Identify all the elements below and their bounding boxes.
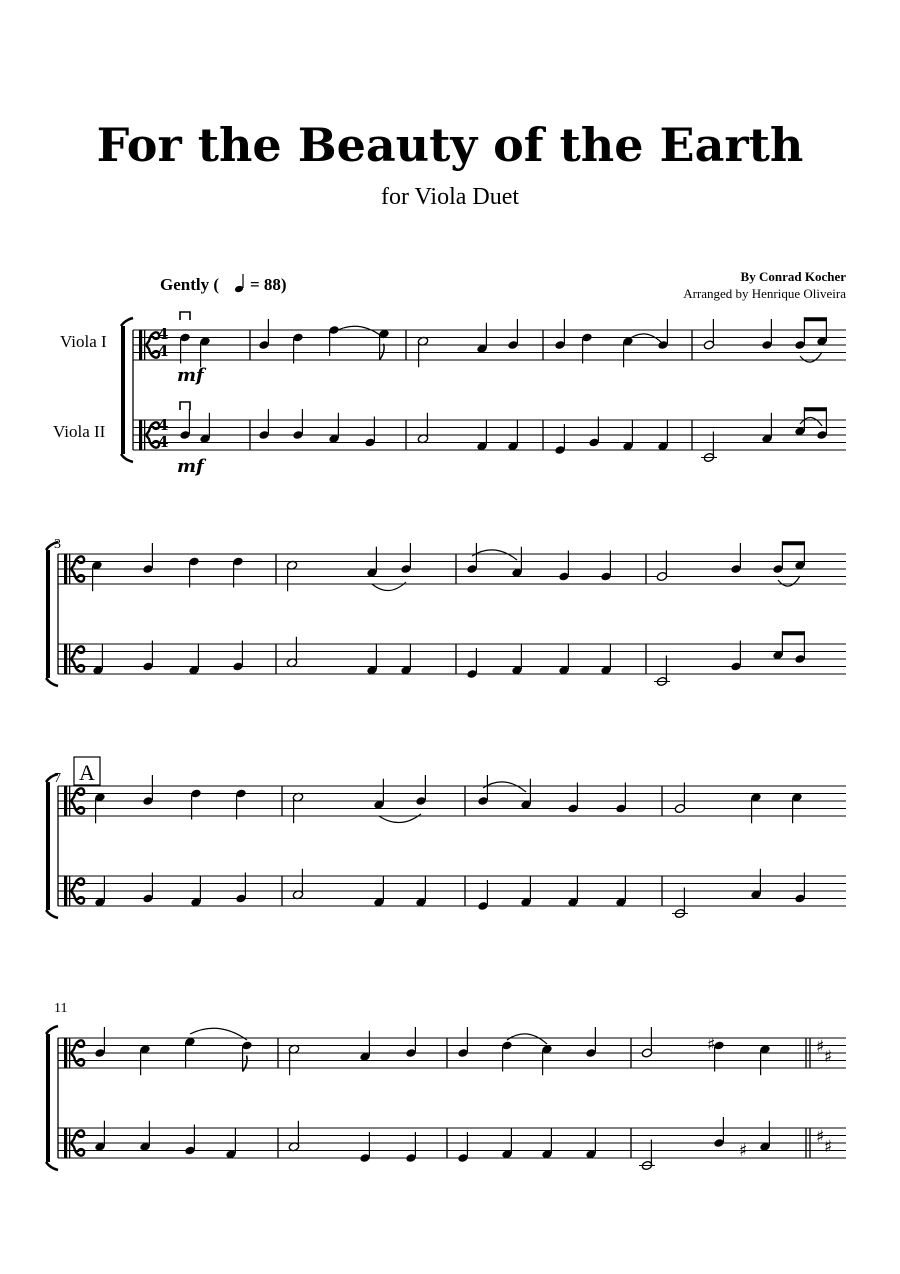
note	[94, 792, 105, 823]
note	[366, 547, 377, 578]
slur	[472, 550, 517, 560]
score-title: For the Beauty of the Earth	[96, 118, 804, 172]
rehearsal-mark-label: A	[79, 760, 95, 785]
note	[701, 432, 717, 463]
note	[258, 409, 269, 440]
note	[615, 876, 626, 907]
note	[373, 779, 384, 810]
note	[466, 648, 477, 679]
slur	[372, 582, 406, 591]
system-bracket	[121, 318, 133, 462]
tempo-bpm: = 88)	[250, 275, 287, 294]
svg-text:♯: ♯	[707, 1035, 716, 1055]
arranger-credit: Arranged by Henrique Oliveira	[683, 286, 846, 301]
note	[750, 792, 761, 823]
note	[94, 1121, 105, 1152]
note	[142, 873, 153, 904]
note	[554, 319, 565, 350]
staff-viola-1	[58, 775, 846, 823]
note	[622, 336, 633, 367]
note	[600, 551, 611, 582]
note	[759, 1044, 770, 1075]
score-subtitle: for Viola Duet	[380, 184, 520, 210]
rehearsal-mark-a	[74, 757, 100, 785]
note	[199, 336, 210, 367]
note	[359, 1031, 370, 1062]
note	[703, 319, 714, 350]
note	[328, 413, 339, 444]
note	[179, 409, 190, 440]
note	[654, 656, 670, 687]
note	[292, 792, 303, 823]
tempo-marking	[160, 274, 287, 294]
note	[541, 1044, 552, 1075]
staff-viola-1	[58, 1027, 846, 1075]
note	[417, 413, 428, 444]
slur	[800, 417, 822, 426]
staff-viola-2	[133, 407, 846, 462]
note	[286, 560, 297, 591]
note	[554, 424, 565, 455]
note	[417, 336, 428, 367]
staff-viola-1	[58, 541, 846, 591]
note	[759, 1121, 770, 1152]
note	[415, 775, 426, 806]
note	[507, 319, 518, 350]
note	[292, 332, 303, 363]
note	[359, 1132, 370, 1163]
note	[520, 779, 531, 810]
staff-viola-2	[58, 631, 846, 686]
note	[139, 1044, 150, 1075]
instrument-name-viola-2: Viola II	[53, 422, 106, 441]
tempo-text: Gently (	[160, 275, 220, 294]
note	[139, 1121, 150, 1152]
note	[405, 1132, 416, 1163]
composer-credit: By Conrad Kocher	[740, 269, 846, 284]
note	[94, 1027, 105, 1058]
note	[142, 543, 153, 574]
note	[713, 1117, 724, 1148]
note	[199, 413, 210, 444]
note	[674, 783, 685, 814]
dynamic-mf-viola-2: mf	[177, 456, 204, 477]
instrument-name-viola-1: Viola I	[60, 332, 107, 351]
note	[501, 1040, 512, 1071]
note	[615, 783, 626, 814]
music-system	[46, 774, 846, 919]
note	[541, 1128, 552, 1159]
note	[364, 417, 375, 448]
svg-text:♯: ♯	[824, 1137, 833, 1157]
note	[600, 644, 611, 675]
note	[730, 543, 741, 574]
note	[188, 556, 199, 587]
note	[400, 543, 411, 574]
note	[581, 332, 592, 363]
system-bracket	[46, 1026, 58, 1170]
note	[567, 783, 578, 814]
note	[501, 1128, 512, 1159]
svg-text:♯: ♯	[816, 1127, 825, 1147]
music-system	[121, 312, 846, 463]
note	[466, 543, 477, 574]
note	[656, 551, 667, 582]
measure-number-11: 11	[54, 1001, 68, 1016]
note	[511, 644, 522, 675]
system-bracket	[46, 542, 58, 686]
svg-text:4: 4	[158, 325, 169, 343]
down-bow-icon	[180, 402, 190, 410]
note	[558, 551, 569, 582]
note	[366, 644, 377, 675]
staff-viola-1	[133, 317, 846, 367]
note	[585, 1027, 596, 1058]
svg-text:4: 4	[158, 416, 169, 434]
note	[477, 880, 488, 911]
note	[94, 876, 105, 907]
note	[91, 560, 102, 591]
down-bow-icon	[180, 312, 190, 320]
note	[730, 641, 741, 672]
note	[235, 873, 246, 904]
note	[476, 420, 487, 451]
note	[225, 1128, 236, 1159]
note	[641, 1027, 652, 1058]
note	[457, 1027, 468, 1058]
note	[232, 556, 243, 587]
note	[415, 876, 426, 907]
note	[142, 641, 153, 672]
note	[241, 1040, 252, 1071]
measure-number-7: 7	[54, 771, 61, 786]
slur	[800, 352, 822, 362]
svg-text:♯: ♯	[739, 1141, 748, 1161]
note	[672, 888, 688, 919]
note	[92, 644, 103, 675]
note	[190, 788, 201, 819]
note	[585, 1128, 596, 1159]
slur	[507, 1034, 547, 1044]
note	[750, 869, 761, 900]
note	[292, 869, 303, 900]
svg-text:4: 4	[158, 433, 169, 451]
note	[142, 775, 153, 806]
note	[507, 420, 518, 451]
staff-viola-2	[58, 1117, 846, 1171]
note	[761, 319, 772, 350]
note	[288, 1121, 299, 1152]
music-system	[46, 541, 846, 686]
svg-text:4: 4	[158, 342, 169, 360]
note	[657, 420, 668, 451]
note	[373, 876, 384, 907]
key-signature-change	[816, 1037, 832, 1157]
note	[405, 1027, 416, 1058]
note	[520, 876, 531, 907]
note	[794, 873, 805, 904]
note	[235, 788, 246, 819]
note	[258, 319, 269, 350]
note	[761, 413, 772, 444]
note	[558, 644, 569, 675]
note	[179, 332, 190, 363]
note	[378, 329, 389, 360]
note	[288, 1044, 299, 1075]
staff-viola-2	[58, 869, 846, 919]
note	[511, 547, 522, 578]
note	[476, 323, 487, 354]
note	[188, 644, 199, 675]
svg-text:♯: ♯	[824, 1047, 833, 1067]
note	[184, 1125, 195, 1156]
note	[588, 417, 599, 448]
note	[657, 319, 668, 350]
note	[791, 792, 802, 823]
note	[457, 1132, 468, 1163]
note	[232, 641, 243, 672]
system-bracket	[46, 774, 58, 918]
note	[477, 775, 488, 806]
slur	[778, 576, 800, 586]
music-system	[46, 1026, 846, 1171]
slur	[379, 814, 421, 823]
note	[400, 644, 411, 675]
quarter-note-icon	[234, 274, 244, 293]
svg-text:♯: ♯	[816, 1037, 825, 1057]
slur	[628, 334, 663, 344]
slur	[334, 326, 384, 338]
dynamic-mf-viola-1: mf	[177, 365, 204, 386]
note	[639, 1140, 655, 1171]
note	[622, 420, 633, 451]
note	[567, 876, 578, 907]
note	[184, 1037, 195, 1068]
note	[286, 637, 297, 668]
measure-number-3: 3	[54, 537, 61, 552]
note	[292, 409, 303, 440]
slur	[483, 782, 526, 792]
note	[190, 876, 201, 907]
